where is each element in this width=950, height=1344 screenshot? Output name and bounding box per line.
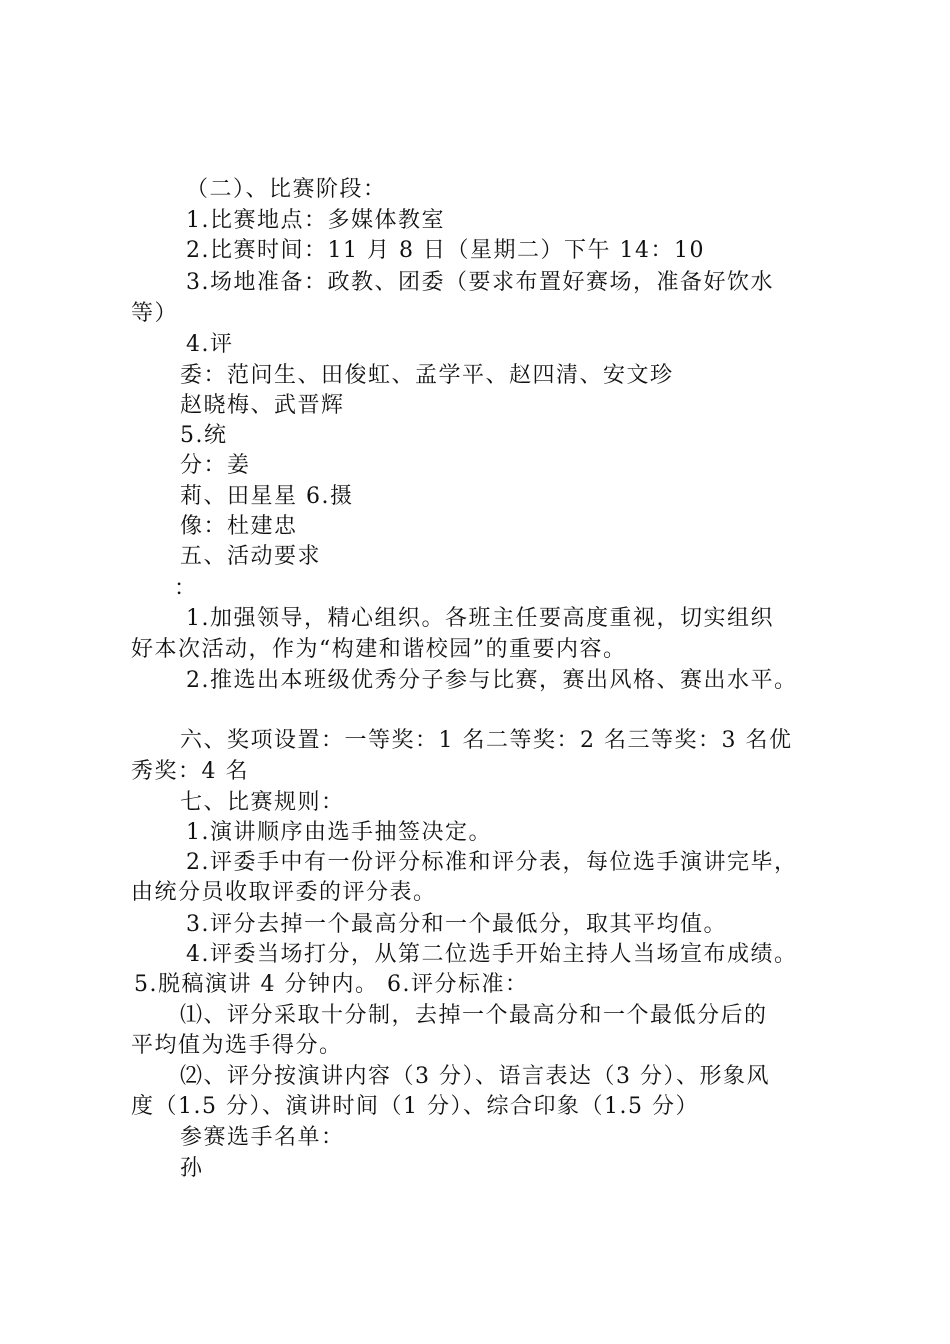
text-line: ⑵、评分按演讲内容（3 分）、语言表达（3 分）、形象风 — [180, 1064, 770, 1089]
section-heading-competition-rules: 七、比赛规则： — [180, 790, 345, 815]
text-line: 孙 — [180, 1156, 204, 1181]
section-heading-awards: 六、奖项设置：一等奖：1 名二等奖：2 名三等奖：3 名优 — [180, 728, 793, 753]
text-line: 4.评委当场打分，从第二位选手开始主持人当场宣布成绩。 — [186, 942, 798, 967]
text-line: 2.比赛时间：11 月 8 日（星期二）下午 14：10 — [186, 238, 705, 263]
text-line: 秀奖：4 名 — [131, 759, 249, 784]
text-line: 好本次活动，作为“构建和谐校园”的重要内容。 — [131, 637, 627, 662]
text-line: 莉、田星星 6.摄 — [180, 484, 354, 509]
text-line: 3.评分去掉一个最高分和一个最低分，取其平均值。 — [186, 912, 727, 937]
text-line: 委：范问生、田俊虹、孟学平、赵四清、安文珍 — [180, 363, 674, 388]
text-line: 参赛选手名单： — [180, 1125, 345, 1150]
text-line: 5.脱稿演讲 4 分钟内。 6.评分标准： — [134, 972, 529, 997]
text-line: 2.评委手中有一份评分标准和评分表，每位选手演讲完毕， — [186, 850, 798, 875]
text-line: ： — [174, 576, 198, 601]
text-line: 5.统 — [180, 423, 228, 448]
text-line: 1.加强领导，精心组织。各班主任要高度重视，切实组织 — [186, 606, 774, 631]
text-line: 平均值为选手得分。 — [131, 1033, 343, 1058]
text-line: 像：杜建忠 — [180, 514, 298, 539]
text-line: 1.比赛地点：多媒体教室 — [186, 208, 445, 233]
text-line: 由统分员收取评委的评分表。 — [131, 880, 437, 905]
section-heading-activity-requirements: 五、活动要求 — [180, 544, 322, 569]
text-line: 3.场地准备：政教、团委（要求布置好赛场，准备好饮水 — [186, 270, 774, 295]
text-line: 1.演讲顺序由选手抽签决定。 — [186, 820, 492, 845]
text-line: ⑴、评分采取十分制，去掉一个最高分和一个最低分后的 — [180, 1003, 768, 1028]
text-line: 等） — [131, 301, 179, 326]
text-line: 2.推选出本班级优秀分子参与比赛，赛出风格、赛出水平。 — [186, 668, 798, 693]
text-line: 赵晓梅、武晋辉 — [180, 393, 345, 418]
text-line: 分：姜 — [180, 453, 251, 478]
text-line: 度（1.5 分）、演讲时间（1 分）、综合印象（1.5 分） — [131, 1094, 699, 1119]
section-heading-competition-stage: （二）、比赛阶段： — [186, 177, 387, 202]
text-line: 4.评 — [186, 332, 234, 357]
